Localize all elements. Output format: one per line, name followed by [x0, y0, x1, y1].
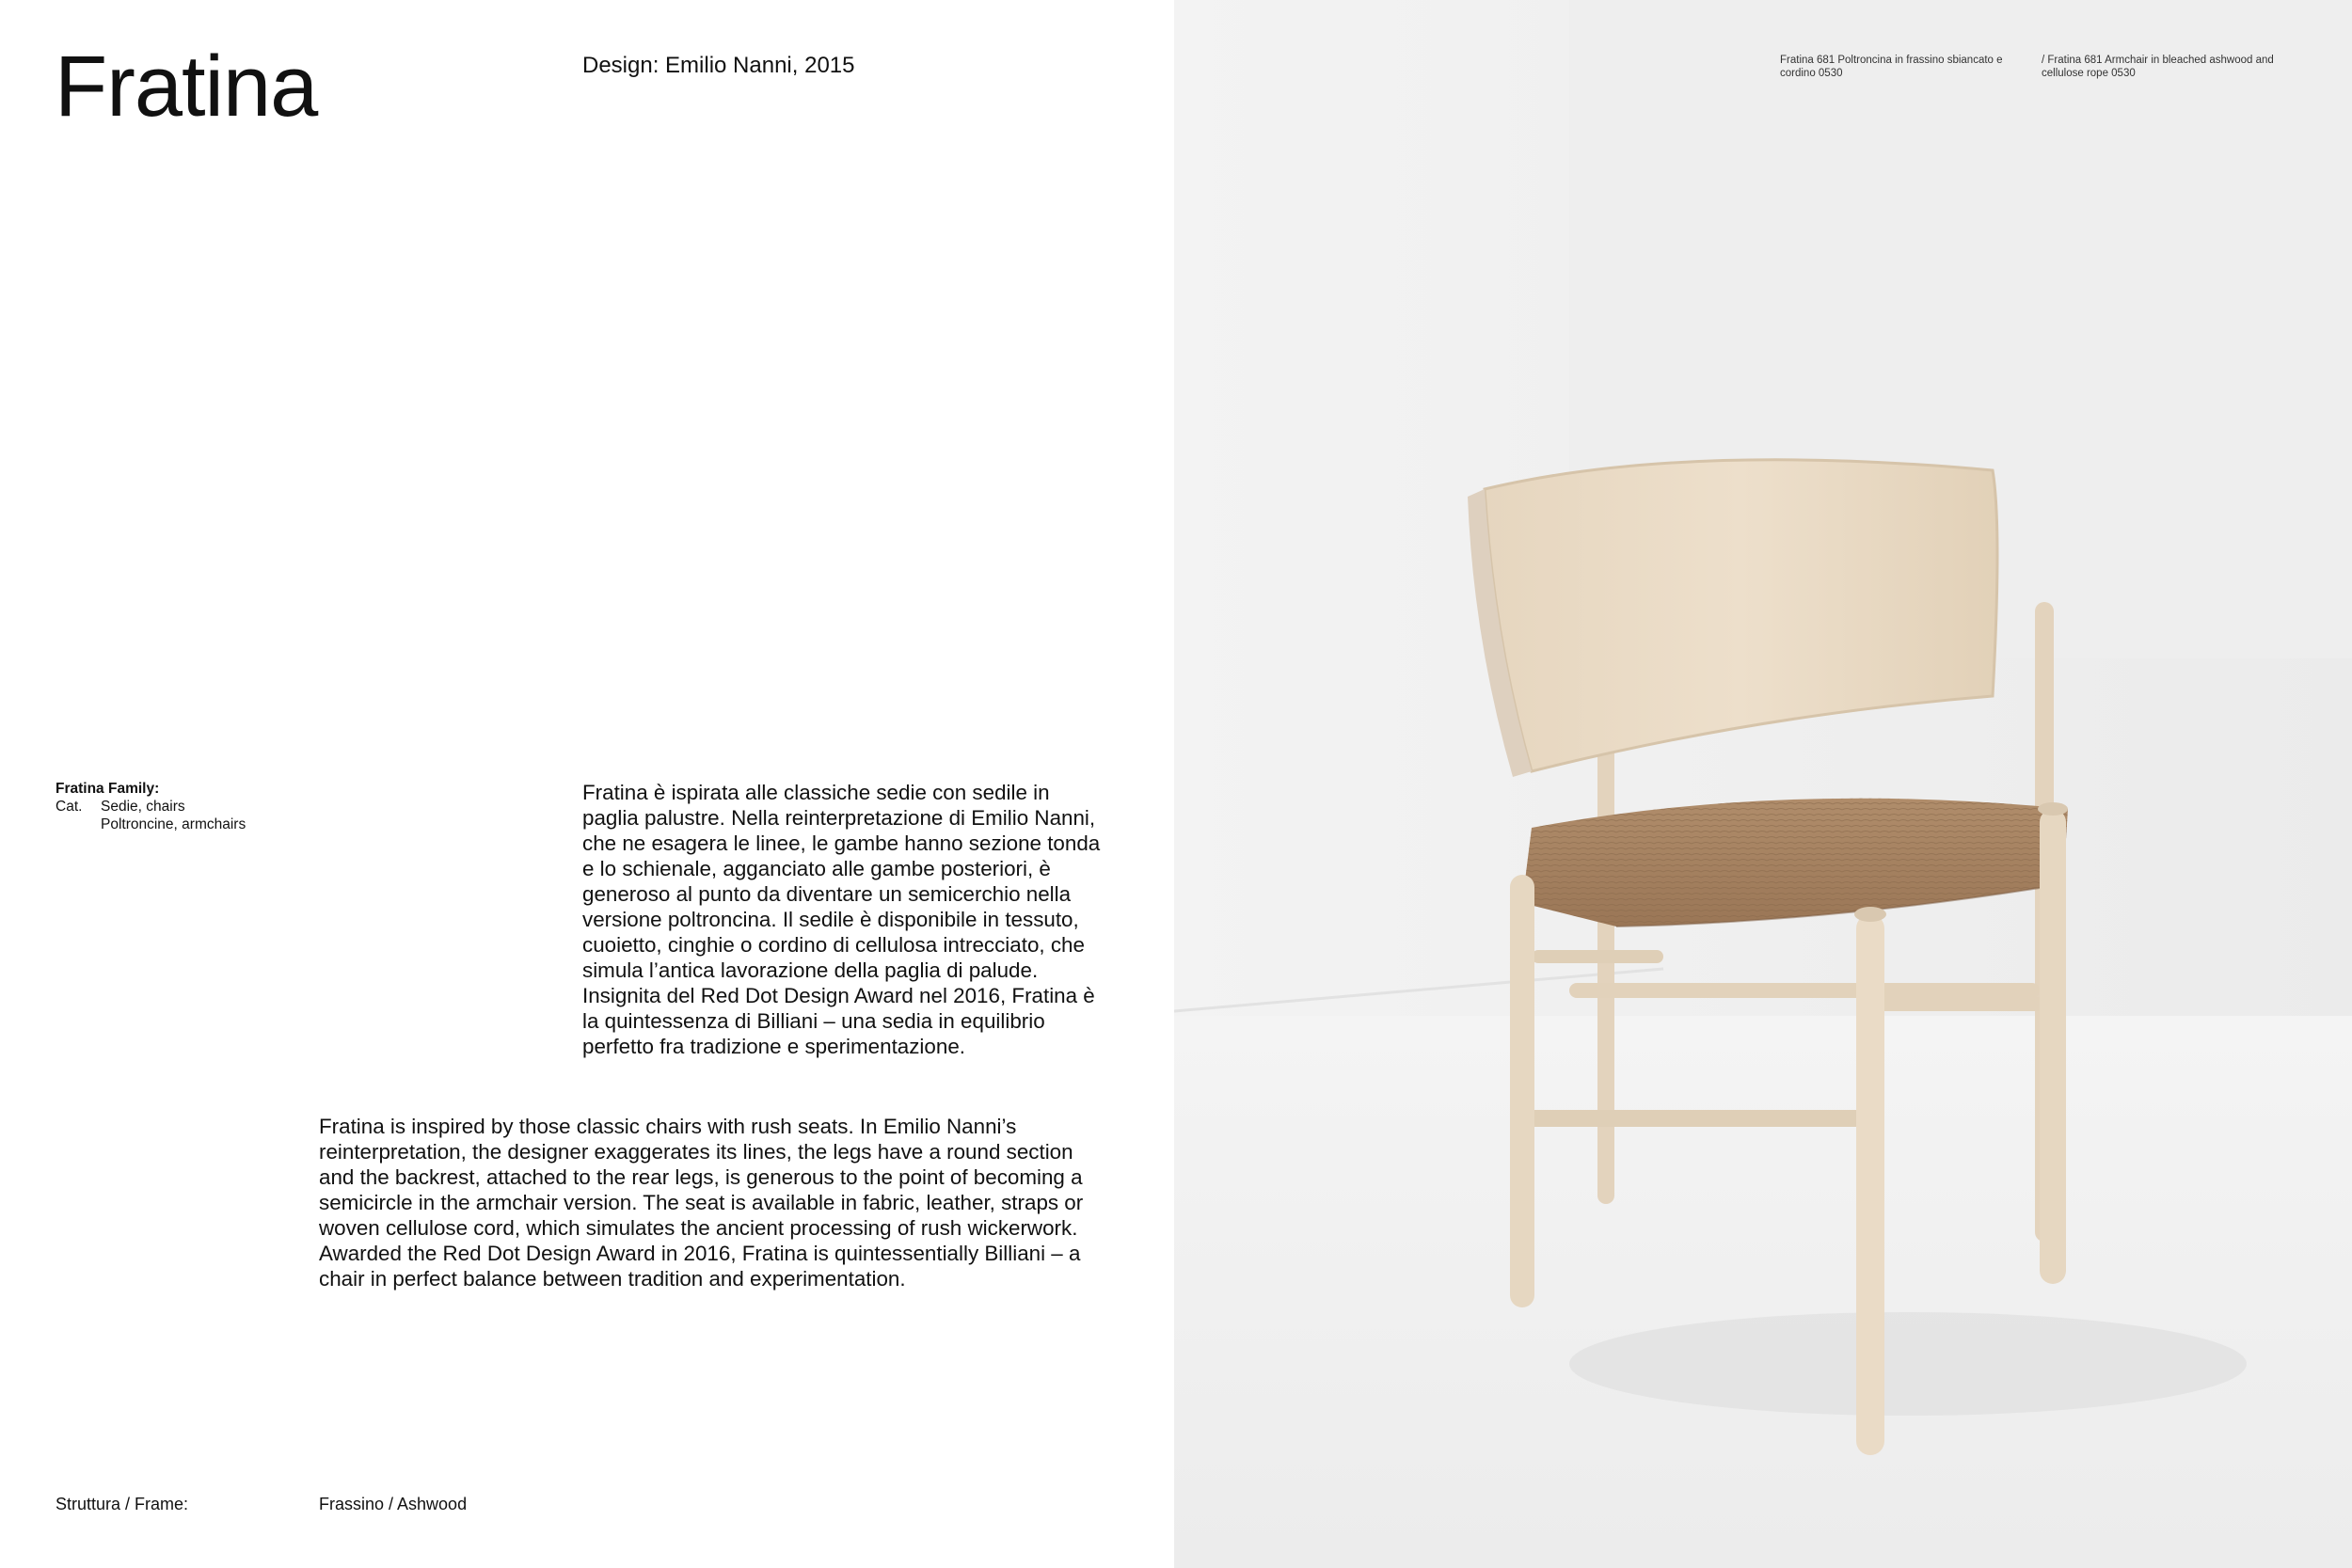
chair-photo: [1174, 0, 2352, 1568]
category-label: Cat.: [56, 799, 83, 815]
description-italian: Fratina è ispirata alle classiche sedie con sedile in paglia palustre. Nella reinterpretazione di Emilio Nanni, che ne esagera le linee, le gambe hanno sezione tonda e lo schienale, agganciato alle gambe posteriori, è generoso al punto da diventare un semicerchio nella versione poltroncina. Il sedile è disponibile in tessuto, cuoietto, cinghie o cordino di cellulosa intrecciato, che simula l’antica lavorazione della paglia di palude. Insignita del Red Dot Design Award nel 2016, Fratina è la quintessenza di Billiani – una sedia in equilibrio perfetto fra tradizione e sperimentazione.: [582, 781, 1101, 1058]
category-item: Poltroncine, armchairs: [101, 816, 246, 832]
designer-credit: Design: Emilio Nanni, 2015: [582, 53, 855, 78]
description-english: Fratina is inspired by those classic chairs with rush seats. In Emilio Nanni’s reinterpretation, the designer exaggerates its lines, the legs have a round section and the backrest, attached to the rear legs, is generous to the point of becoming a semicircle in the armchair version. The seat is available in fabric, leather, straps or woven cellulose cord, which simulates the ancient processing of rush wickerwork. Awarded the Red Dot Design Award in 2016, Fratina is quintessentially Billiani – a chair in perfect balance between tradition and experimentation.: [319, 1115, 1084, 1291]
stretcher-front: [1522, 1110, 1880, 1127]
front-leg-left: [1510, 875, 1534, 1307]
left-page: [0, 0, 1174, 1568]
category-values: [101, 798, 246, 833]
family-info: [56, 780, 246, 833]
stretcher-side-right: [1870, 997, 2049, 1011]
product-photo-page: [1174, 0, 2352, 1568]
frame-label: Struttura / Frame:: [56, 1495, 189, 1513]
family-title: Fratina Family:: [56, 781, 160, 797]
stretcher-rear: [1569, 983, 2040, 998]
photo-caption-italian: Fratina 681 Poltroncina in frassino sbiancato e cordino 0530: [1780, 55, 2003, 79]
photo-caption-english: / Fratina 681 Armchair in bleached ashwood and cellulose rope 0530: [2042, 55, 2274, 79]
frame-value: Frassino / Ashwood: [319, 1495, 468, 1513]
front-leg-right: [1856, 914, 1884, 1455]
category-item: Sedie, chairs: [101, 799, 185, 815]
category-row: [56, 798, 246, 833]
stretcher-side-left: [1532, 950, 1663, 963]
page-title: Fratina: [55, 39, 318, 135]
floor: [1174, 1016, 2352, 1568]
